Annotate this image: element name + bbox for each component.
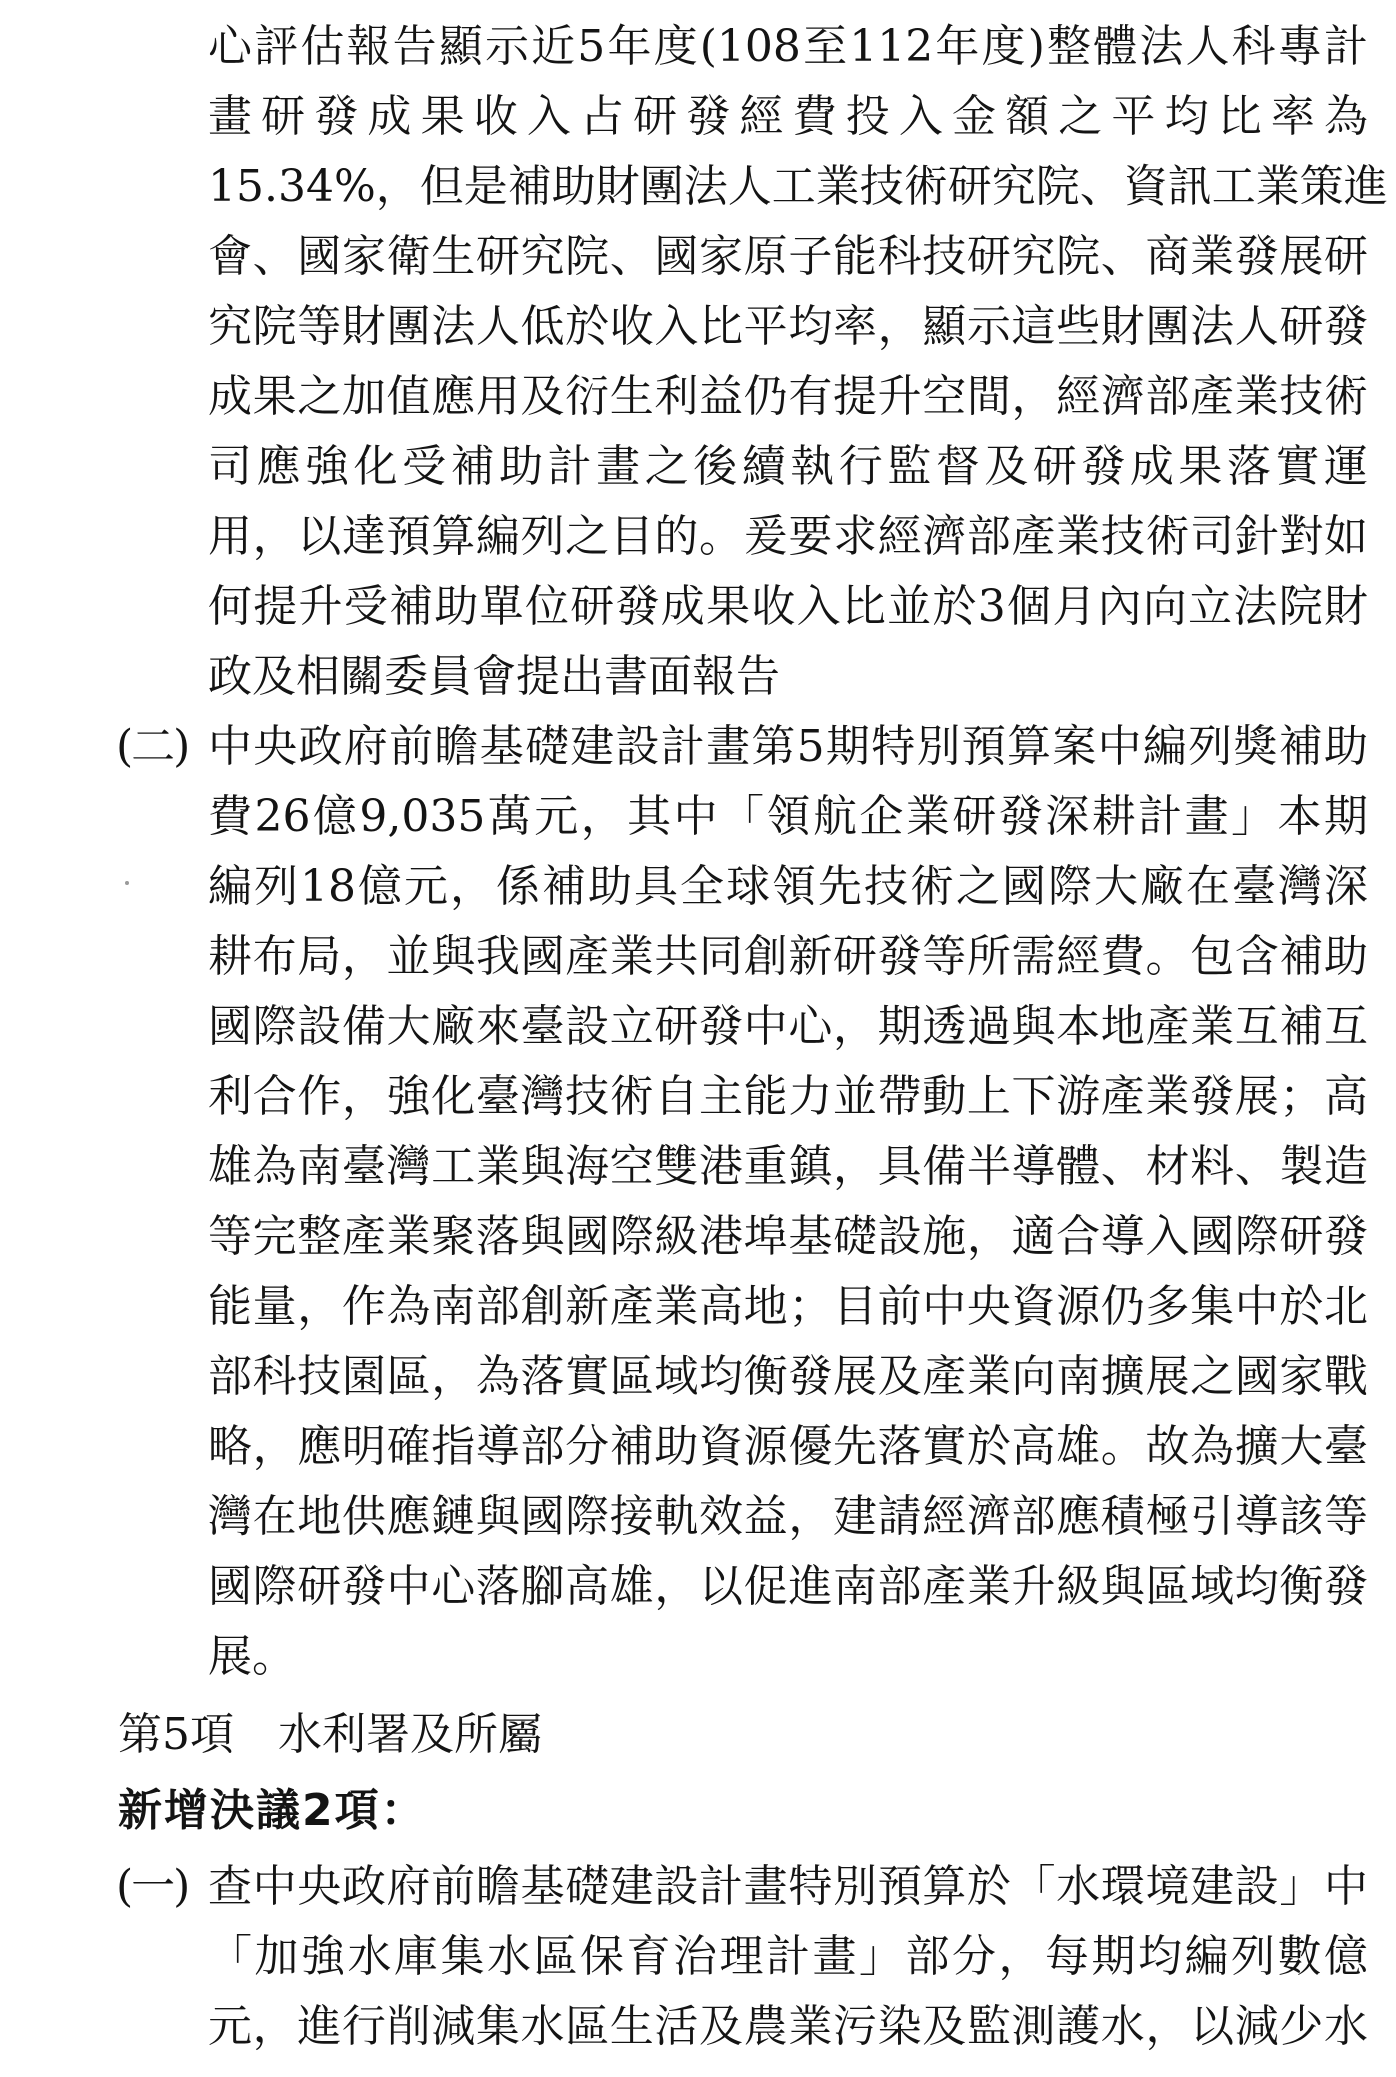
item-2-line-8: 等完整產業聚落與國際級港埠基礎設施，適合導入國際研發	[208, 1211, 1368, 1262]
paragraph-1-line-10: 政及相關委員會提出書面報告	[208, 651, 780, 702]
item-2-line-4: 耕布局，並與我國產業共同創新研發等所需經費。包含補助	[208, 931, 1368, 982]
item-2-line-11: 略，應明確指導部分補助資源優先落實於高雄。故為擴大臺	[208, 1421, 1368, 1472]
new-resolutions-title: 新增決議2項：	[118, 1785, 427, 1836]
paragraph-1-line-4: 會、國家衛生研究院、國家原子能科技研究院、商業發展研	[208, 231, 1368, 282]
item-2-line-5: 國際設備大廠來臺設立研發中心，期透過與本地產業互補互	[208, 1001, 1368, 1052]
item-1-marker: (一)	[116, 1861, 189, 1912]
item-1-line-1: 查中央政府前瞻基礎建設計畫特別預算於「水環境建設」中	[208, 1861, 1368, 1912]
item-2-line-14: 展。	[208, 1631, 296, 1682]
item-2-line-6: 利合作，強化臺灣技術自主能力並帶動上下游產業發展；高	[208, 1071, 1368, 1122]
item-2-line-7: 雄為南臺灣工業與海空雙港重鎮，具備半導體、材料、製造	[208, 1141, 1368, 1192]
paragraph-1-line-7: 司應強化受補助計畫之後續執行監督及研發成果落實運	[208, 441, 1368, 492]
item-2-line-9: 能量，作為南部創新產業高地；目前中央資源仍多集中於北	[208, 1281, 1368, 1332]
item-2-marker: (二)	[116, 721, 189, 772]
paragraph-1-line-8: 用，以達預算編列之目的。爰要求經濟部產業技術司針對如	[208, 511, 1368, 562]
scan-speck	[125, 881, 129, 885]
item-1-line-2: 「加強水庫集水區保育治理計畫」部分，每期均編列數億	[208, 1931, 1368, 1982]
item-1-line-3: 元，進行削減集水區生活及農業污染及監測護水，以減少水	[208, 2001, 1368, 2052]
item-2-line-2: 費26億9,035萬元，其中「領航企業研發深耕計畫」本期	[208, 791, 1368, 842]
paragraph-1-line-1: 心評估報告顯示近5年度(108至112年度)整體法人科專計	[208, 21, 1368, 72]
paragraph-1-line-9: 何提升受補助單位研發成果收入比並於3個月內向立法院財	[208, 581, 1368, 632]
item-2-line-1: 中央政府前瞻基礎建設計畫第5期特別預算案中編列獎補助	[208, 721, 1368, 772]
paragraph-1-line-5: 究院等財團法人低於收入比平均率，顯示這些財團法人研發	[208, 301, 1368, 352]
item-2-line-13: 國際研發中心落腳高雄，以促進南部產業升級與區域均衡發	[208, 1561, 1368, 1612]
section-5-title: 第5項 水利署及所屬	[118, 1709, 542, 1760]
item-2-line-10: 部科技園區，為落實區域均衡發展及產業向南擴展之國家戰	[208, 1351, 1368, 1402]
paragraph-1-line-6: 成果之加值應用及衍生利益仍有提升空間，經濟部產業技術	[208, 371, 1368, 422]
paragraph-1-line-2: 畫研發成果收入占研發經費投入金額之平均比率為	[208, 91, 1368, 142]
item-2-line-3: 編列18億元，係補助具全球領先技術之國際大廠在臺灣深	[208, 861, 1368, 912]
paragraph-1-line-3: 15.34%，但是補助財團法人工業技術研究院、資訊工業策進	[208, 161, 1388, 212]
item-2-line-12: 灣在地供應鏈與國際接軌效益，建請經濟部應積極引導該等	[208, 1491, 1368, 1542]
